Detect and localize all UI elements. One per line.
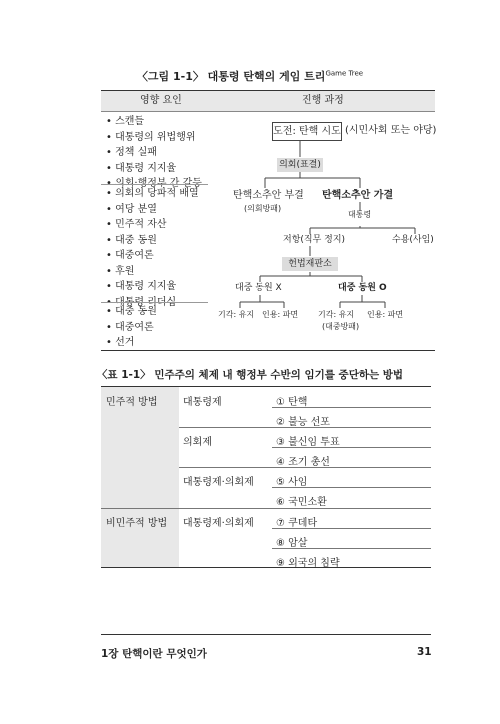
table-sub-label: 의회제 xyxy=(183,437,212,448)
factor-item: • 대중여론 xyxy=(106,248,199,264)
table-item: ⑥ 국민소환 xyxy=(276,497,327,508)
tree-court-node: 헌법재판소 xyxy=(282,257,338,271)
tree-congress-node: 의회(표결) xyxy=(277,158,323,172)
tree-leaf-1: 기각: 유지 xyxy=(218,310,255,319)
factor-item: • 대중 동원 xyxy=(106,233,199,249)
tree-mob-no: 대중 동원 X xyxy=(235,283,282,293)
tree-leaf-2: 인용: 파면 xyxy=(262,310,299,319)
tree-start-note: (시민사회 또는 야당) xyxy=(345,125,437,136)
factor-item: • 후원 xyxy=(106,264,199,280)
factor-item: • 여당 분열 xyxy=(106,202,199,218)
table-item: ② 불능 선포 xyxy=(276,417,330,428)
footer-rule xyxy=(101,634,431,635)
table-item: ③ 불신임 투표 xyxy=(276,437,340,448)
tree-accept: 수용(사임) xyxy=(392,235,434,245)
figure-title-text: 〈그림 1-1〉 대통령 탄핵의 게임 트리 xyxy=(136,70,326,83)
table-item: ⑦ 쿠데타 xyxy=(276,518,318,529)
factor-item: • 민주적 자산 xyxy=(106,217,199,233)
table-sub-label: 대통령제·의회제 xyxy=(183,518,254,529)
factor-item: • 의회·행정부 간 갈등 xyxy=(106,176,202,192)
table-category-column xyxy=(101,387,179,567)
factor-item: • 대통령의 위법행위 xyxy=(106,130,202,146)
table-sub-label: 대통령제·의회제 xyxy=(183,477,254,488)
tree-leaf-4: 인용: 파면 xyxy=(367,310,404,319)
factor-item: • 대통령 지지율 xyxy=(106,161,202,177)
table-group-label: 비민주적 방법 xyxy=(106,518,168,529)
table-item: ⑧ 암살 xyxy=(276,538,308,549)
figure-title-sup: Game Tree xyxy=(325,69,364,78)
table-item: ⑤ 사임 xyxy=(276,477,308,488)
page-number: 31 xyxy=(417,646,432,658)
tree-president: 대통령 xyxy=(348,210,372,219)
table-sub-label: 대통령제 xyxy=(183,397,222,408)
header-factors: 영향 요인 xyxy=(140,95,182,106)
factor-item: • 의회의 당파적 배열 xyxy=(106,186,199,202)
factor-item: • 대통령 리더십 xyxy=(106,295,199,311)
table-bottom-rule xyxy=(101,567,431,568)
tree-leaf-3-note: (대중방패) xyxy=(322,322,360,331)
table-top-rule xyxy=(101,386,431,387)
tree-vote-fail-note: (의회방패) xyxy=(244,204,282,213)
tree-mob-yes: 대중 동원 O xyxy=(338,283,387,293)
table-item: ① 탄핵 xyxy=(276,397,308,408)
factor-item: • 대중여론 xyxy=(106,320,157,336)
table-group-divider xyxy=(101,508,431,509)
footer-chapter: 1장 탄핵이란 무엇인가 xyxy=(101,648,207,660)
factor-item: • 대중 동원 xyxy=(106,304,157,320)
table-title: 〈표 1-1〉 민주주의 체제 내 행정부 수반의 임기를 중단하는 방법 xyxy=(96,369,404,381)
header-process: 진행 과정 xyxy=(302,95,344,106)
factor-item: • 선거 xyxy=(106,335,157,351)
tree-start-box: 도전: 탄핵 시도 xyxy=(272,122,342,141)
factor-item: • 대통령 지지율 xyxy=(106,279,199,295)
table-item: ⑨ 외국의 침략 xyxy=(276,558,340,569)
tree-vote-pass: 탄핵소추안 가결 xyxy=(322,190,394,201)
factor-item: • 정책 실패 xyxy=(106,145,202,161)
table-group-label: 민주적 방법 xyxy=(106,397,158,408)
tree-vote-fail: 탄핵소추안 부결 xyxy=(233,190,304,201)
tree-resist: 저항(직무 정지) xyxy=(283,235,346,245)
table-item: ④ 조기 총선 xyxy=(276,457,330,468)
factor-item: • 스캔들 xyxy=(106,114,202,130)
tree-leaf-3: 기각: 유지 xyxy=(318,310,355,319)
